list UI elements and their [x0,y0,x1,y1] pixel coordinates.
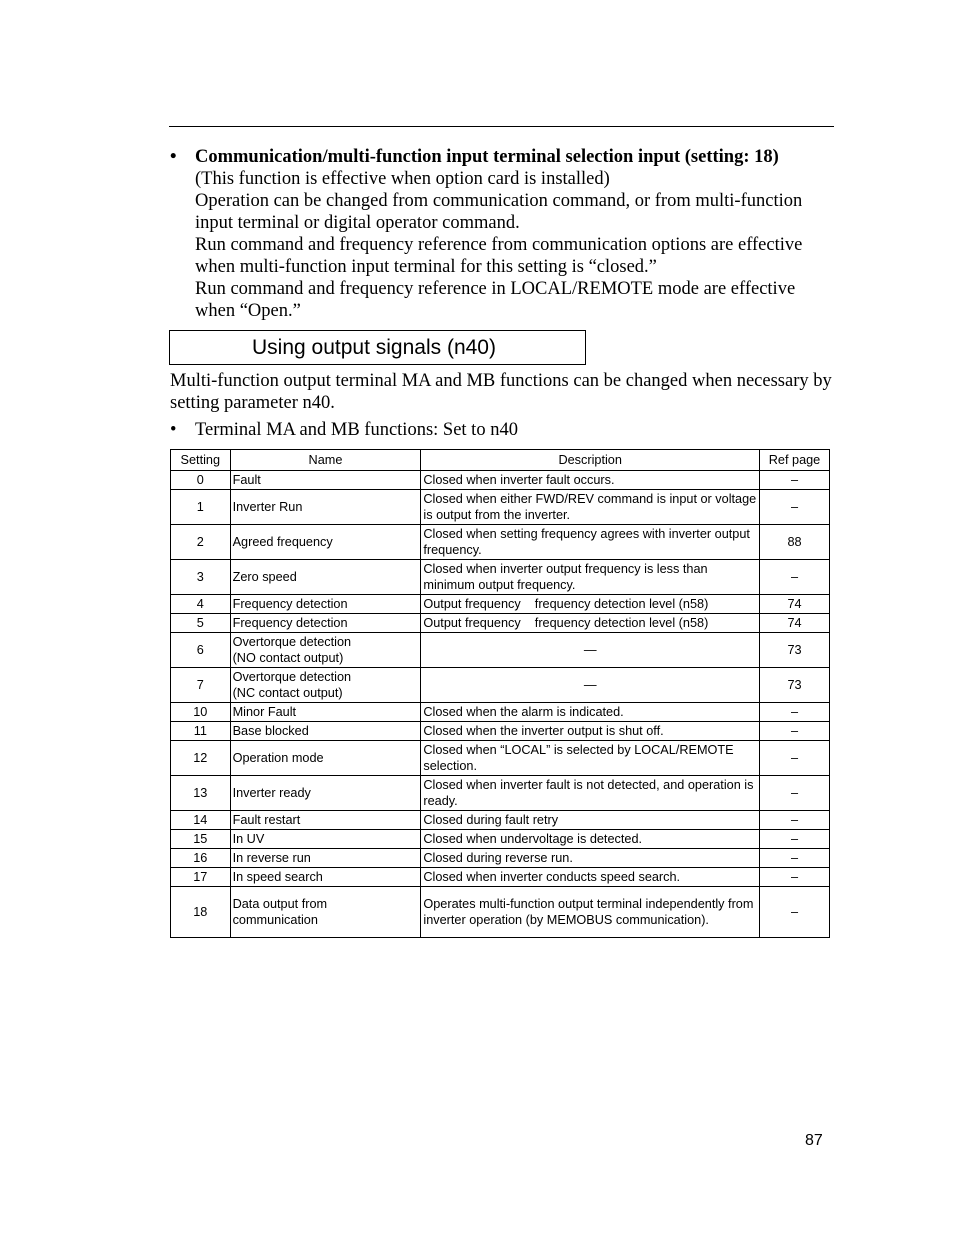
cell-name: In UV [230,830,421,849]
cell-description: Output frequency frequency detection level (n58) [421,595,760,614]
table-row [171,490,830,525]
cell-name: Frequency detection [230,614,421,633]
cell-ref: 73 [760,633,830,668]
table-row [171,722,830,741]
cell-description: Closed when inverter fault occurs. [421,471,760,490]
bullet-line: Operation can be changed from communication command, or from multi-function input terminal or digital operator command. [195,191,803,233]
table-row [171,614,830,633]
table-row [171,887,830,938]
bullet-line: Run command and frequency reference in LOCAL/REMOTE mode are effective when “Open.” [195,279,796,321]
cell-name: Inverter ready [230,776,421,811]
intro-paragraph: Multi-function output terminal MA and MB functions can be changed when necessary by setting parameter n40. [170,371,832,413]
table-header-row [171,450,830,471]
table-row [171,525,830,560]
cell-description: Closed when either FWD/REV command is input or voltage is output from the inverter. [421,490,760,525]
cell-ref: – [760,849,830,868]
cell-name: In speed search [230,868,421,887]
cell-ref: 74 [760,614,830,633]
header-setting: Setting [171,450,231,471]
cell-name: In reverse run [230,849,421,868]
cell-description: Closed when setting frequency agrees with inverter output frequency. [421,525,760,560]
cell-description: Closed when undervoltage is detected. [421,830,760,849]
cell-name: Base blocked [230,722,421,741]
cell-ref: – [760,868,830,887]
cell-setting: 6 [171,633,231,668]
cell-ref: – [760,811,830,830]
table-row [171,703,830,722]
cell-description: Closed when the alarm is indicated. [421,703,760,722]
cell-ref: – [760,471,830,490]
cell-setting: 3 [171,560,231,595]
cell-name: Fault [230,471,421,490]
cell-ref: – [760,490,830,525]
table-row [171,471,830,490]
cell-name: Agreed frequency [230,525,421,560]
bullet-terminal-functions [170,419,835,441]
header-ref-page: Ref page [760,450,830,471]
table-row [171,595,830,614]
cell-ref: – [760,887,830,938]
cell-ref: 88 [760,525,830,560]
table-row [171,633,830,668]
cell-name: Overtorque detection (NC contact output) [230,668,421,703]
table-row [171,668,830,703]
cell-description: — [421,668,760,703]
cell-name: Fault restart [230,811,421,830]
table-row [171,849,830,868]
cell-description: Output frequency frequency detection level (n58) [421,614,760,633]
cell-description: — [421,633,760,668]
header-name: Name [230,450,421,471]
cell-ref: – [760,741,830,776]
bullet-heading: Communication/multi-function input terminal selection input (setting: 18) [195,147,779,167]
cell-description: Closed when “LOCAL” is selected by LOCAL/REMOTE selection. [421,741,760,776]
cell-name: Minor Fault [230,703,421,722]
bullet-text: Terminal MA and MB functions: Set to n40 [195,420,518,440]
cell-setting: 1 [171,490,231,525]
cell-description: Closed when inverter conducts speed search. [421,868,760,887]
bullet-communication-input [170,146,835,322]
cell-description: Closed when the inverter output is shut off. [421,722,760,741]
cell-setting: 11 [171,722,231,741]
section-title: Using output signals (n40) [252,336,496,359]
cell-description: Closed during reverse run. [421,849,760,868]
cell-description: Closed during fault retry [421,811,760,830]
cell-name: Data output from communication [230,887,421,938]
cell-setting: 13 [171,776,231,811]
output-function-table [170,449,830,938]
cell-setting: 4 [171,595,231,614]
table-row [171,830,830,849]
cell-setting: 2 [171,525,231,560]
cell-setting: 16 [171,849,231,868]
bullet-line: Run command and frequency reference from communication options are effective when multi-function input terminal for this setting is “closed.” [195,235,803,277]
table-row [171,560,830,595]
cell-name: Overtorque detection (NO contact output) [230,633,421,668]
cell-ref: 74 [760,595,830,614]
cell-ref: – [760,776,830,811]
cell-ref: – [760,560,830,595]
cell-description: Operates multi-function output terminal independently from inverter operation (by MEMOBUS communication). [421,887,760,938]
cell-name: Zero speed [230,560,421,595]
cell-setting: 5 [171,614,231,633]
bullet-dot: • [170,147,177,167]
page-number: 87 [805,1132,823,1149]
cell-name: Inverter Run [230,490,421,525]
cell-setting: 12 [171,741,231,776]
cell-setting: 17 [171,868,231,887]
table-row [171,741,830,776]
cell-setting: 15 [171,830,231,849]
table-row [171,776,830,811]
cell-setting: 18 [171,887,231,938]
cell-name: Operation mode [230,741,421,776]
cell-setting: 7 [171,668,231,703]
cell-ref: – [760,830,830,849]
cell-ref: 73 [760,668,830,703]
cell-setting: 0 [171,471,231,490]
cell-description: Closed when inverter fault is not detected, and operation is ready. [421,776,760,811]
cell-setting: 10 [171,703,231,722]
cell-setting: 14 [171,811,231,830]
cell-ref: – [760,703,830,722]
table-row [171,811,830,830]
bullet-dot: • [170,420,177,440]
cell-ref: – [760,722,830,741]
cell-name: Frequency detection [230,595,421,614]
section-title-box [169,330,586,365]
cell-description: Closed when inverter output frequency is less than minimum output frequency. [421,560,760,595]
header-description: Description [421,450,760,471]
table-row [171,868,830,887]
bullet-line: (This function is effective when option card is installed) [195,169,610,189]
header-rule [169,126,834,127]
